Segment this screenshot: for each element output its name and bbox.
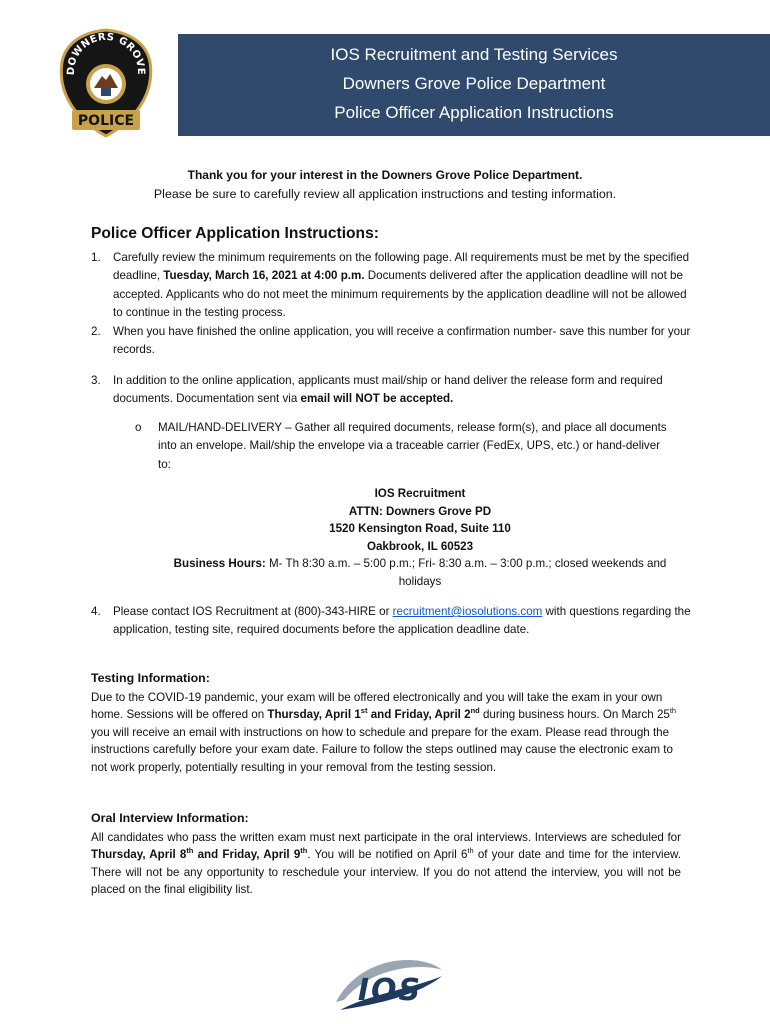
intro-line-2: Please be sure to carefully review all application instructions and testing information. xyxy=(153,187,617,201)
mailing-address xyxy=(160,485,680,591)
ios-logo-text: IOS xyxy=(357,973,423,1008)
email-not-accepted: email will NOT be accepted. xyxy=(300,392,454,406)
banner-line-1: IOS Recruitment and Testing Services xyxy=(330,45,618,64)
item-text: In addition to the online application, applicants must mail/ship or hand deliver the release form and required documents. Documentation sent via email will NOT be accepted. xyxy=(113,374,663,406)
police-badge-icon xyxy=(58,28,154,138)
instruction-item-4 xyxy=(91,603,691,640)
item-text: Please contact IOS Recruitment at (800)-343-HIRE or recruitment@iosolutions.com with questions regarding the application, testing site, required documents before the application deadline date. xyxy=(113,605,691,637)
ios-logo-icon xyxy=(330,958,448,1014)
intro-text xyxy=(0,166,770,204)
instruction-item-3 xyxy=(91,372,691,409)
email-link[interactable]: recruitment@iosolutions.com xyxy=(392,605,543,618)
business-hours: Business Hours: M- Th 8:30 a.m. – 5:00 p.m.; Fri- 8:30 a.m. – 3:00 p.m.; closed weekends and holidays xyxy=(173,557,667,588)
mail-delivery-item xyxy=(135,419,675,474)
testing-paragraph: Due to the COVID-19 pandemic, your exam will be offered electronically and you will take the exam in your own home. Sessions will be offered on Thursday, April 1st and Friday, April 2nd during business hours. On March 25th you will receive an email with instructions on how to schedule and prepare for the exam. Please read through the instructions carefully before your exam date. Failure to follow the steps outlined may cause the electronic exam to not work properly, potentially resulting in your removal from the testing session. xyxy=(91,691,677,774)
item-number: 4. xyxy=(91,605,101,618)
oral-interview-paragraph: All candidates who pass the written exam must next participate in the oral interviews. Interviews are scheduled for Thursday, April 8th and Friday, April 9th. You will be notified on April 6th of your date and time for the interview. There will not be any opportunity to reschedule your interview. If you do not attend the interview, you will not be placed on the final eligibility list. xyxy=(91,831,681,897)
deadline-date: Tuesday, March 16, 2021 at 4:00 p.m. xyxy=(163,269,365,283)
item-number: 3. xyxy=(91,374,101,387)
mail-delivery-text: MAIL/HAND-DELIVERY – Gather all required documents, release form(s), and place all documents into an envelope. Mail/ship the envelope via a traceable carrier (FedEx, UPS, etc.) or hand-deliver to: xyxy=(158,421,667,471)
ios-logo xyxy=(330,958,448,1014)
testing-heading: Testing Information: xyxy=(91,671,210,685)
instructions-heading: Police Officer Application Instructions: xyxy=(91,225,379,242)
address-line-3: 1520 Kensington Road, Suite 110 xyxy=(329,522,511,536)
item-number: 2. xyxy=(91,325,101,338)
badge-top-text: DOWNERS GROVE xyxy=(65,31,147,76)
item-text: When you have finished the online application, you will receive a confirmation number- save this number for your records. xyxy=(113,325,691,357)
address-line-4: Oakbrook, IL 60523 xyxy=(366,539,474,553)
item-text: Carefully review the minimum requirements on the following page. All requirements must be met by the specified deadline, Tuesday, March 16, 2021 at 4:00 p.m. Documents delivered after the application deadline will not be accepted. Applicants who do not meet the minimum requirements by the application deadline will not be allowed to continue in the testing process. xyxy=(113,251,690,320)
instruction-item-1 xyxy=(91,249,691,323)
oral-interview-heading: Oral Interview Information: xyxy=(91,811,249,825)
banner-line-2: Downers Grove Police Department xyxy=(342,74,606,93)
badge-bottom-text: POLICE xyxy=(77,113,135,129)
bullet-icon: o xyxy=(135,421,142,434)
instruction-item-2 xyxy=(91,323,691,360)
police-badge-logo xyxy=(58,28,154,138)
title-banner xyxy=(178,34,770,136)
item-number: 1. xyxy=(91,251,101,264)
address-line-2: ATTN: Downers Grove PD xyxy=(348,504,492,518)
banner-line-3: Police Officer Application Instructions xyxy=(334,103,614,122)
address-line-1: IOS Recruitment xyxy=(374,487,466,500)
intro-line-1: Thank you for your interest in the Downers Grove Police Department. xyxy=(187,168,583,182)
